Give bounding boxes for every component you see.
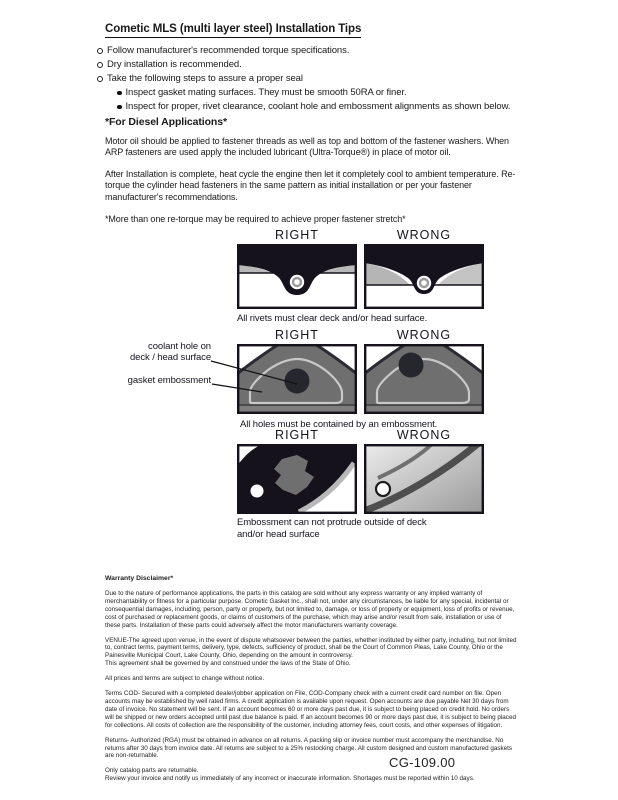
paragraph: After Installation is complete, heat cycle the engine then let it completely cool to ambient temperature. Re-torque the cylinder head fasteners in the same pattern as initial installation or per your fastener manufacturer's recommendations. xyxy=(105,168,516,202)
list-item xyxy=(117,86,510,100)
warranty-paragraph: This agreement shall be governed by and construed under the laws of the State of Ohio. xyxy=(105,660,351,668)
tip-text: Dry installation is recommended. xyxy=(107,59,242,70)
embossment-wrong-diagram xyxy=(364,444,484,514)
rivet-diagram-row xyxy=(237,229,484,309)
embossment-wrong-icon xyxy=(364,444,484,514)
coolant-hole-callout xyxy=(81,341,211,364)
right-example xyxy=(237,429,357,514)
holes-wrong-diagram xyxy=(364,344,484,414)
rivet-clearance-right-icon xyxy=(237,244,357,309)
caption-text: and/or head surface xyxy=(237,528,320,540)
right-label: RIGHT xyxy=(275,228,319,242)
diesel-applications-section xyxy=(105,117,525,235)
caption-text: Embossment can not protrude outside of deck xyxy=(237,517,427,528)
wrong-example xyxy=(364,429,484,514)
list-item xyxy=(97,44,510,58)
wrong-label: WRONG xyxy=(396,328,452,342)
gasket-embossment-callout xyxy=(81,375,211,386)
section-heading: *For Diesel Applications* xyxy=(105,116,227,128)
warranty-paragraph: Only catalog parts are returnable. xyxy=(105,767,199,775)
tip-text: Inspect for proper, rivet clearance, coolant hole and embossment alignments as shown below. xyxy=(125,101,511,112)
note-text: *More than one re-torque may be required to achieve proper fastener stretch* xyxy=(105,213,406,224)
circle-bullet-icon xyxy=(97,76,103,82)
warranty-paragraph: Due to the nature of performance applications, the parts in this catalog are sold without any express warranty or any implied warranty of merchantability or fitness for a particular purpose. Cometic Gasket Inc., shall not, under any circumstances, be liable for any special, incidental or consequential damages, including, person, party or property, but not limited to, damage, or loss of property or equipment, loss of profits or revenue, cost of purchased or replacement goods, or claims of customers of the purchase, which may arise and/or result from sale, installation or use of these parts. Installation of these parts could adversely affect the motor manufacturers warranty coverage. xyxy=(105,590,515,629)
rivet-caption: All rivets must clear deck and/or head surface. xyxy=(237,313,428,324)
wrong-example xyxy=(364,329,484,414)
wrong-example xyxy=(364,229,484,309)
warranty-paragraph: Terms COD- Secured with a completed dealer/jobber application on File, COD-Company check with a current credit card number on file. Open accounts may be established by well rated firms. A credit application is available upon request. Open accounts are due payable Net 30 days from date of invoice. No statement will be sent. If an account becomes 60 or more days past due, it is subject to being placed on credit hold. No orders will be shipped or new orders accepted until past due balance is paid. If an account becomes 90 or more days past due, it is subject to being placed for collections. All costs of collection are the responsibility of the customer, including attorney fees, court costs, and other expenses of litigation. xyxy=(105,690,516,729)
embossment-caption xyxy=(237,517,427,540)
wrong-label: WRONG xyxy=(396,428,452,442)
circle-bullet-icon xyxy=(97,62,103,68)
page-title: Cometic MLS (multi layer steel) Installation Tips xyxy=(105,23,361,38)
dot-bullet-icon xyxy=(117,105,122,110)
coolant-hole-wrong-icon xyxy=(364,344,484,414)
tip-text: Inspect gasket mating surfaces. They must be smooth 50RA or finer. xyxy=(125,87,407,98)
rivet-right-diagram xyxy=(237,244,357,309)
dot-bullet-icon xyxy=(117,91,122,96)
tip-text: Take the following steps to assure a proper seal xyxy=(107,73,303,84)
callout-text: coolant hole on xyxy=(148,341,211,352)
embossment-right-diagram xyxy=(237,444,357,514)
right-label: RIGHT xyxy=(275,328,319,342)
wrong-label: WRONG xyxy=(396,228,452,242)
holes-caption: All holes must be contained by an embossment. xyxy=(240,419,438,430)
callout-text: deck / head surface xyxy=(129,352,211,364)
circle-bullet-icon xyxy=(97,48,103,54)
list-item xyxy=(117,100,510,114)
right-label: RIGHT xyxy=(275,428,319,442)
warranty-paragraph: VENUE-The agreed upon venue, in the event of dispute whatsoever between the parties, whether instituted by either party, including, but not limited to, contract terms, payment terms, delivery, type, defects, sufficiency of product, shall be the Court of Common Pleas, Lake County, Ohio or the Painesville Municipal Court, Lake County, Ohio, depending on the amount in controversy. xyxy=(105,636,517,660)
tip-text: Follow manufacturer's recommended torque specifications. xyxy=(107,45,350,56)
warranty-paragraph: All prices and terms are subject to change without notice. xyxy=(105,675,265,683)
warranty-paragraph: Review your invoice and notify us immediately of any incorrect or inaccurate information. Shortages must be reported within 10 days. xyxy=(105,775,475,783)
warranty-paragraph: Returns- Authorized (RGA) must be obtained in advance on all returns. A packing slip or invoice number must accompany the merchandise. No returns after 30 days from invoice date. All returns are subject to a 25% restocking charge. All custom designed and custom manufactured gaskets are non-returnable. xyxy=(105,736,513,760)
paragraph: Motor oil should be applied to fastener threads as well as top and bottom of the fastener washers. When ARP fasteners are used apply the included lubricant (Ultra-Torque®) in place of motor oil. xyxy=(105,135,509,158)
callout-text: gasket embossment xyxy=(127,375,211,386)
embossment-diagram-row xyxy=(237,429,484,514)
right-example xyxy=(237,229,357,309)
callout-leader-lines xyxy=(208,345,303,397)
page-code: CG-109.00 xyxy=(389,755,456,770)
rivet-clearance-wrong-icon xyxy=(364,244,484,309)
list-item xyxy=(97,72,510,86)
rivet-wrong-diagram xyxy=(364,244,484,309)
installation-tips-list xyxy=(97,44,510,114)
warranty-heading: Warranty Disclaimer* xyxy=(105,575,174,582)
embossment-right-icon xyxy=(237,444,357,514)
list-item xyxy=(97,58,510,72)
